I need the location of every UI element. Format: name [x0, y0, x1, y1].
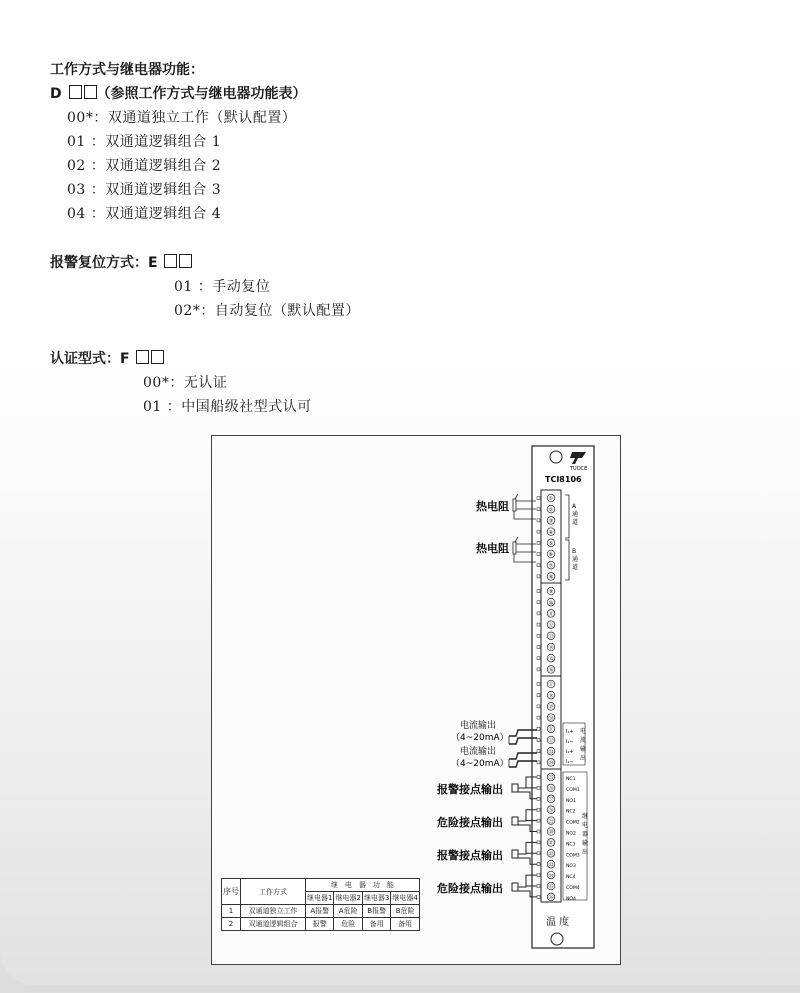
terminal-number: ㉒ [548, 738, 554, 745]
work-mode-code-prefix: D [50, 86, 62, 102]
terminal-number: ⑯ [548, 667, 554, 674]
relay-side-title: 电 [582, 822, 589, 829]
terminal-number: ④ [548, 529, 554, 536]
terminal-clamp [537, 830, 540, 833]
table-subheader: 继电器4 [391, 892, 419, 905]
terminal-number: ㉗ [548, 797, 554, 803]
relay-side-title: 器 [582, 831, 589, 838]
channel-a-text: 道 [572, 519, 579, 526]
terminal-clamp [537, 819, 540, 822]
terminal-number: ⑭ [548, 645, 554, 652]
terminal-clamp [537, 575, 540, 578]
terminal-clamp [537, 705, 540, 708]
terminal-clamp [537, 668, 540, 671]
terminal-clamp [537, 553, 540, 556]
table-cell: 报警 [306, 918, 334, 931]
terminal-number: ㉟ [548, 884, 554, 891]
relay-terminal-label: COM2 [566, 820, 580, 826]
work-mode-option: 02 ：双通道逻辑组合 2 [67, 158, 222, 174]
table-subheader: 继电器2 [334, 892, 362, 905]
table-cell: 危险 [334, 918, 362, 931]
terminal-clamp [537, 623, 540, 626]
terminal-clamp [537, 508, 540, 511]
terminal-number: ㉕ [548, 775, 554, 782]
table-cell: 1 [222, 905, 241, 918]
terminal-number: ㉛ [548, 840, 554, 847]
terminal-clamp [537, 852, 540, 855]
current-side-title: 流 [580, 737, 587, 744]
relay-side-title: 出 [582, 849, 589, 856]
table-header-mode: 工作方式 [241, 879, 306, 905]
terminal-clamp [537, 683, 540, 686]
terminal-clamp [537, 564, 540, 567]
terminal-clamp [537, 727, 540, 730]
table-cell: 双通道逻辑组合 [241, 918, 306, 931]
current-side-label: I₁− [566, 739, 574, 745]
relay-terminal-label: NC3 [566, 842, 576, 848]
table-subheader: 继电器1 [306, 892, 334, 905]
terminal-clamp [537, 530, 540, 533]
channel-b-text: 道 [572, 564, 579, 571]
relay-terminal-label: NC1 [566, 777, 576, 782]
table-cell: A危险 [334, 905, 362, 918]
work-mode-code-note: （参照工作方式与继电器功能表） [96, 86, 307, 102]
terminal-number: ㉝ [548, 862, 554, 869]
current-output-label: 电流输出 [460, 747, 497, 757]
terminal-clamp [537, 761, 540, 764]
alarm-output-label: 报警接点输出 [437, 783, 503, 796]
table-header-seq: 序号 [222, 879, 241, 905]
relay-terminal-label: COM3 [566, 853, 580, 859]
alarm-output-label: 报警接点输出 [437, 849, 503, 862]
terminal-clamp [537, 808, 540, 811]
current-output-label: 电流输出 [460, 721, 497, 731]
terminal-number: ⑨ [548, 589, 554, 596]
terminal-clamp [537, 863, 540, 866]
relay-terminal-label: NC4 [566, 875, 576, 881]
table-row [222, 879, 420, 892]
terminal-clamp [537, 797, 540, 800]
danger-output-label: 危险接点输出 [437, 816, 503, 829]
relay-terminal-label: NO4 [566, 896, 576, 902]
current-output-range: （4~20mA） [451, 733, 509, 743]
current-side-title: 电 [580, 728, 587, 735]
current-side-title: 输 [580, 746, 587, 753]
channel-b-text: B [572, 548, 577, 555]
table-cell: B报警 [362, 905, 390, 918]
danger-output-label: 危险接点输出 [437, 882, 503, 895]
terminal-number: ㉖ [548, 786, 554, 793]
terminal-clamp [537, 786, 540, 789]
module-footer-label: 温 度 [546, 917, 570, 928]
terminal-number: ⑮ [548, 656, 554, 663]
terminal-number: ⑲ [548, 704, 554, 711]
terminal-number: ① [548, 496, 554, 503]
work-mode-option: 01 ：双通道逻辑组合 1 [67, 134, 222, 150]
terminal-number: ② [548, 507, 554, 514]
table-cell: 备用 [362, 918, 390, 931]
table-cell: 备用 [391, 918, 419, 931]
work-mode-option: 00*：双通道独立工作（默认配置） [67, 110, 297, 126]
terminal-clamp [537, 739, 540, 742]
terminal-clamp [537, 541, 540, 544]
terminal-number: ③ [548, 518, 554, 525]
table-cell: A报警 [306, 905, 334, 918]
terminal-clamp [537, 716, 540, 719]
mount-hole-bottom [551, 933, 563, 945]
channel-a-text: A [572, 503, 577, 510]
terminal-clamp [537, 776, 540, 779]
work-mode-option: 03 ：双通道逻辑组合 3 [67, 182, 222, 198]
current-side-label: I₁+ [566, 729, 574, 735]
terminal-clamp [537, 590, 540, 593]
current-side-label: I₂+ [566, 749, 574, 755]
terminal-number: ㉓ [548, 749, 554, 756]
certification-option: 00*：无认证 [143, 375, 228, 391]
table-row [222, 918, 420, 931]
brand-text: TUOCE [570, 466, 588, 472]
terminal-number: ⑧ [548, 574, 554, 581]
terminal-number: ⑳ [548, 715, 554, 722]
mount-hole-top [550, 451, 562, 463]
table-subheader: 继电器3 [362, 892, 390, 905]
relay-side-title: 继 [582, 813, 589, 820]
terminal-number: ㉞ [548, 873, 554, 880]
terminal-number: ⑥ [548, 552, 554, 559]
terminal-clamp [537, 895, 540, 898]
terminal-clamp [537, 874, 540, 877]
terminal-clamp [537, 497, 540, 500]
alarm-reset-option: 01 ：手动复位 [174, 279, 271, 295]
work-mode-option: 04 ：双通道逻辑组合 4 [67, 206, 222, 222]
terminal-number: ⑦ [548, 563, 554, 570]
current-side-label: I₂− [566, 759, 574, 765]
terminal-number: ⑬ [548, 634, 554, 640]
terminal-number: ㊱ [548, 895, 554, 902]
rtd-label: 热电阻 [476, 500, 509, 513]
terminal-clamp [537, 750, 540, 753]
model-label: TCI8106 [545, 475, 582, 484]
terminal-number: ⑤ [548, 541, 554, 547]
terminal-number: ⑰ [548, 682, 554, 689]
channel-b-text: 通 [572, 556, 579, 563]
relay-terminal-label: COM1 [566, 787, 580, 793]
terminal-number: ㉘ [548, 807, 554, 814]
alarm-reset-option: 02*：自动复位（默认配置） [174, 303, 360, 319]
work-mode-heading: 工作方式与继电器功能： [50, 62, 204, 78]
relay-terminal-label: NC2 [566, 809, 576, 815]
certification-option: 01 ：中国船级社型式认可 [143, 399, 312, 415]
table-cell: 2 [222, 918, 241, 931]
relay-side-title: 输 [582, 840, 589, 847]
current-side-title: 出 [580, 755, 587, 762]
relay-terminal-label: COM4 [566, 886, 580, 891]
terminal-clamp [537, 519, 540, 522]
terminal-clamp [537, 841, 540, 844]
terminal-clamp [537, 612, 540, 615]
table-cell: 双通道独立工作 [241, 905, 306, 918]
current-output-range: （4~20mA） [451, 759, 509, 769]
terminal-clamp [537, 657, 540, 660]
terminal-clamp [537, 646, 540, 649]
relay-terminal-label: NO2 [566, 831, 576, 837]
certification-heading-text: 认证型式：F [50, 351, 130, 367]
terminal-clamp [537, 694, 540, 697]
rtd-label: 热电阻 [476, 542, 509, 555]
channel-a-text: 通 [572, 511, 579, 518]
terminal-number: ㉚ [548, 829, 554, 836]
terminal-number: ㉔ [548, 760, 554, 767]
table-cell: B危险 [391, 905, 419, 918]
table-header-func: 继 电 器 功 能 [306, 879, 420, 892]
terminal-clamp [537, 885, 540, 888]
terminal-number: ㉑ [548, 727, 554, 733]
table-row [222, 905, 420, 918]
relay-terminal-label: NO1 [566, 798, 576, 804]
terminal-clamp [537, 634, 540, 637]
terminal-number: ㉙ [548, 818, 554, 825]
terminal-number: ⑩ [548, 600, 554, 607]
terminal-number: ㉜ [548, 851, 554, 858]
relay-function-table [221, 878, 420, 931]
terminal-number: ⑱ [548, 693, 554, 700]
terminal-clamp [537, 601, 540, 604]
terminal-number: ⑪ [548, 611, 554, 618]
alarm-reset-heading-text: 报警复位方式：E [50, 255, 158, 271]
relay-terminal-label: NO3 [566, 864, 576, 870]
terminal-number: ⑫ [548, 622, 554, 629]
